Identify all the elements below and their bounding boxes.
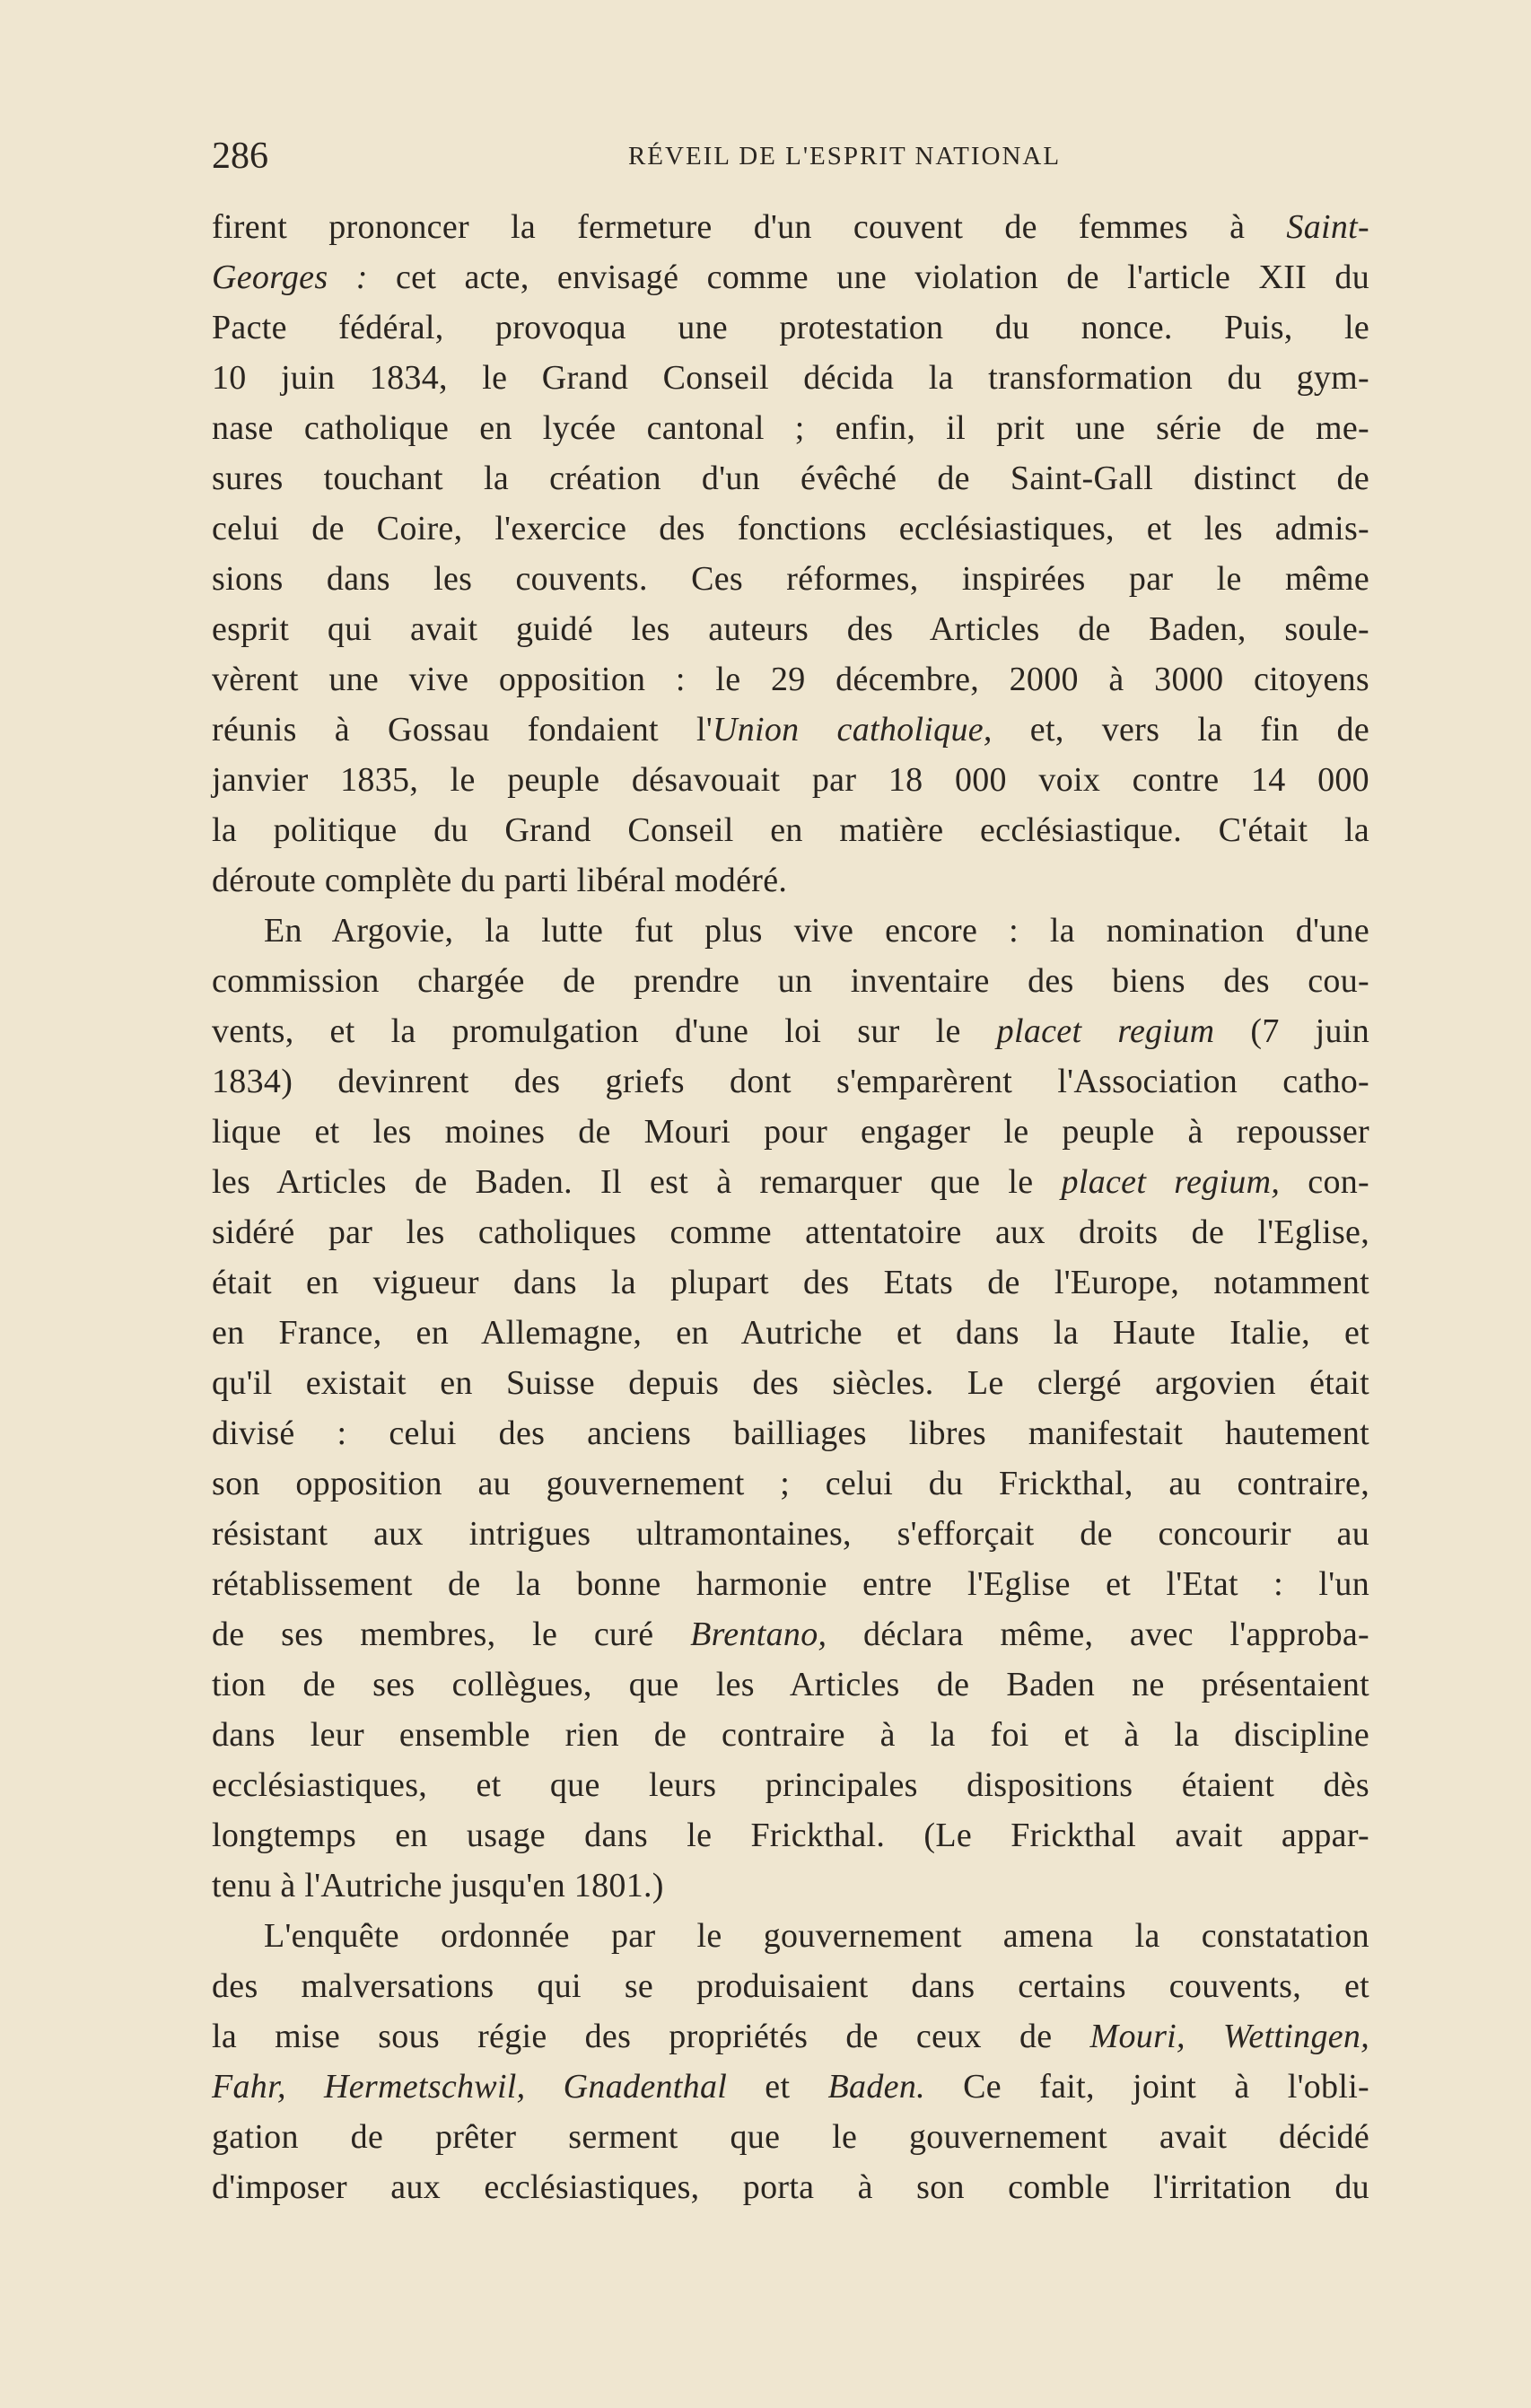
- italic-text: Baden.: [827, 2068, 925, 2106]
- text-line: [212, 1509, 1369, 1559]
- paragraph: [212, 906, 1369, 1911]
- text-segment: esprit qui avait guidé les auteurs des Articles de Baden, soule-: [212, 610, 1369, 648]
- text-line: [212, 2162, 1369, 2212]
- text-segment: celui de Coire, l'exercice des fonctions ecclésiastiques, et les admis-: [212, 510, 1369, 547]
- text-segment: (7 juin: [1214, 1012, 1370, 1050]
- italic-text: Mouri, Wettingen,: [1089, 2018, 1370, 2055]
- text-line: [212, 604, 1369, 654]
- page-header: [212, 133, 1369, 180]
- text-line: [212, 1408, 1369, 1458]
- text-segment: était en vigueur dans la plupart des Etats de l'Europe, notamment: [212, 1264, 1369, 1301]
- text-segment: con-: [1280, 1163, 1370, 1201]
- text-line: [212, 1157, 1369, 1207]
- text-segment: Pacte fédéral, provoqua une protestation du nonce. Puis, le: [212, 309, 1369, 346]
- text-segment: réunis à Gossau fondaient l': [212, 711, 713, 749]
- paragraph: [212, 202, 1369, 906]
- text-segment: sions dans les couvents. Ces réformes, inspirées par le même: [212, 560, 1369, 598]
- text-line: [212, 2112, 1369, 2162]
- text-line: [212, 503, 1369, 554]
- text-line: [212, 1710, 1369, 1760]
- text-segment: 10 juin 1834, le Grand Conseil décida la transformation du gym-: [212, 359, 1369, 397]
- text-segment: gation de prêter serment que le gouvernement avait décidé: [212, 2118, 1369, 2156]
- text-segment: la politique du Grand Conseil en matière ecclésiastique. C'était la: [212, 811, 1369, 849]
- text-segment: d'imposer aux ecclésiastiques, porta à son comble l'irritation du: [212, 2168, 1369, 2206]
- text-segment: janvier 1835, le peuple désavouait par 18 000 voix contre 14 000: [212, 761, 1369, 799]
- text-segment: déroute complète du parti libéral modéré.: [212, 862, 788, 899]
- text-segment: firent prononcer la fermeture d'un couvent de femmes à: [212, 208, 1287, 246]
- text-segment: et, vers la fin de: [992, 711, 1369, 749]
- text-segment: cet acte, envisagé comme une violation de l'article XII du: [367, 258, 1369, 296]
- text-segment: rétablissement de la bonne harmonie entre l'Eglise et l'Etat : l'un: [212, 1565, 1369, 1603]
- text-line: [212, 453, 1369, 503]
- text-line: [212, 956, 1369, 1006]
- italic-text: Union catholique,: [712, 711, 993, 749]
- text-segment: ecclésiastiques, et que leurs principales dispositions étaient dès: [212, 1766, 1369, 1804]
- text-segment: de ses membres, le curé: [212, 1616, 691, 1653]
- text-line: [212, 554, 1369, 604]
- text-segment: 1834) devinrent des griefs dont s'emparèrent l'Association catho-: [212, 1063, 1369, 1100]
- text-segment: Ce fait, joint à l'obli-: [924, 2068, 1370, 2106]
- text-line: [212, 1308, 1369, 1358]
- text-line: [212, 1107, 1369, 1157]
- text-segment: lique et les moines de Mouri pour engager le peuple à repousser: [212, 1113, 1369, 1151]
- text-segment: sures touchant la création d'un évêché de Saint-Gall distinct de: [212, 460, 1369, 497]
- text-line: [212, 1911, 1369, 1961]
- text-segment: divisé : celui des anciens bailliages libres manifestait hautement: [212, 1414, 1369, 1452]
- text-segment: tenu à l'Autriche jusqu'en 1801.): [212, 1867, 664, 1905]
- text-segment: déclara même, avec l'approba-: [827, 1616, 1369, 1653]
- italic-text: placet regium,: [1061, 1163, 1281, 1201]
- text-line: [212, 1056, 1369, 1107]
- text-segment: des malversations qui se produisaient dans certains couvents, et: [212, 1967, 1369, 2005]
- text-line: [212, 1559, 1369, 1609]
- text-line: [212, 252, 1369, 302]
- text-line: [212, 302, 1369, 353]
- text-segment: résistant aux intrigues ultramontaines, s'efforçait de concourir au: [212, 1515, 1369, 1553]
- italic-text: placet regium: [996, 1012, 1215, 1050]
- text-segment: la mise sous régie des propriétés de ceux de: [212, 2018, 1090, 2055]
- text-segment: vèrent une vive opposition : le 29 décembre, 2000 à 3000 citoyens: [212, 661, 1369, 698]
- text-segment: et: [727, 2068, 828, 2106]
- text-segment: dans leur ensemble rien de contraire à la foi et à la discipline: [212, 1716, 1369, 1754]
- text-line: [212, 1458, 1369, 1509]
- text-line: [212, 1257, 1369, 1308]
- text-line: [212, 202, 1369, 252]
- text-line: [212, 705, 1369, 755]
- italic-text: Georges :: [212, 258, 368, 296]
- body-text: [212, 202, 1369, 2212]
- text-segment: tion de ses collègues, que les Articles de Baden ne présentaient: [212, 1666, 1369, 1703]
- text-line: [212, 906, 1369, 956]
- text-segment: en France, en Allemagne, en Autriche et dans la Haute Italie, et: [212, 1314, 1369, 1352]
- text-segment: L'enquête ordonnée par le gouvernement amena la constatation: [264, 1917, 1369, 1955]
- text-segment: longtemps en usage dans le Frickthal. (Le Frickthal avait appar-: [212, 1817, 1369, 1854]
- text-line: [212, 654, 1369, 705]
- text-line: [212, 1961, 1369, 2011]
- italic-text: Fahr, Hermetschwil, Gnadenthal: [212, 2068, 728, 2106]
- page-number: 286: [212, 136, 268, 177]
- text-segment: les Articles de Baden. Il est à remarquer que le: [212, 1163, 1062, 1201]
- running-title: RÉVEIL DE L'ESPRIT NATIONAL: [627, 142, 1062, 171]
- text-segment: vents, et la promulgation d'une loi sur le: [212, 1012, 997, 1050]
- text-segment: qu'il existait en Suisse depuis des siècles. Le clergé argovien était: [212, 1364, 1369, 1402]
- text-line: [212, 755, 1369, 805]
- text-line: [212, 1861, 1369, 1911]
- text-segment: nase catholique en lycée cantonal ; enfin, il prit une série de me-: [212, 409, 1369, 447]
- italic-text: Brentano,: [690, 1616, 827, 1653]
- text-line: [212, 1207, 1369, 1257]
- text-segment: En Argovie, la lutte fut plus vive encore : la nomination d'une: [264, 912, 1369, 950]
- text-line: [212, 1810, 1369, 1861]
- text-line: [212, 1358, 1369, 1408]
- text-line: [212, 2062, 1369, 2112]
- text-line: [212, 353, 1369, 403]
- text-segment: son opposition au gouvernement ; celui du Frickthal, au contraire,: [212, 1465, 1369, 1502]
- text-segment: commission chargée de prendre un inventaire des biens des cou-: [212, 962, 1369, 1000]
- text-line: [212, 1609, 1369, 1659]
- text-line: [212, 2011, 1369, 2062]
- text-line: [212, 1006, 1369, 1056]
- paragraph: [212, 1911, 1369, 2212]
- text-segment: sidéré par les catholiques comme attentatoire aux droits de l'Eglise,: [212, 1213, 1369, 1251]
- italic-text: Saint-: [1286, 208, 1369, 246]
- text-line: [212, 1659, 1369, 1710]
- text-line: [212, 855, 1369, 906]
- text-line: [212, 1760, 1369, 1810]
- text-line: [212, 805, 1369, 855]
- text-line: [212, 403, 1369, 453]
